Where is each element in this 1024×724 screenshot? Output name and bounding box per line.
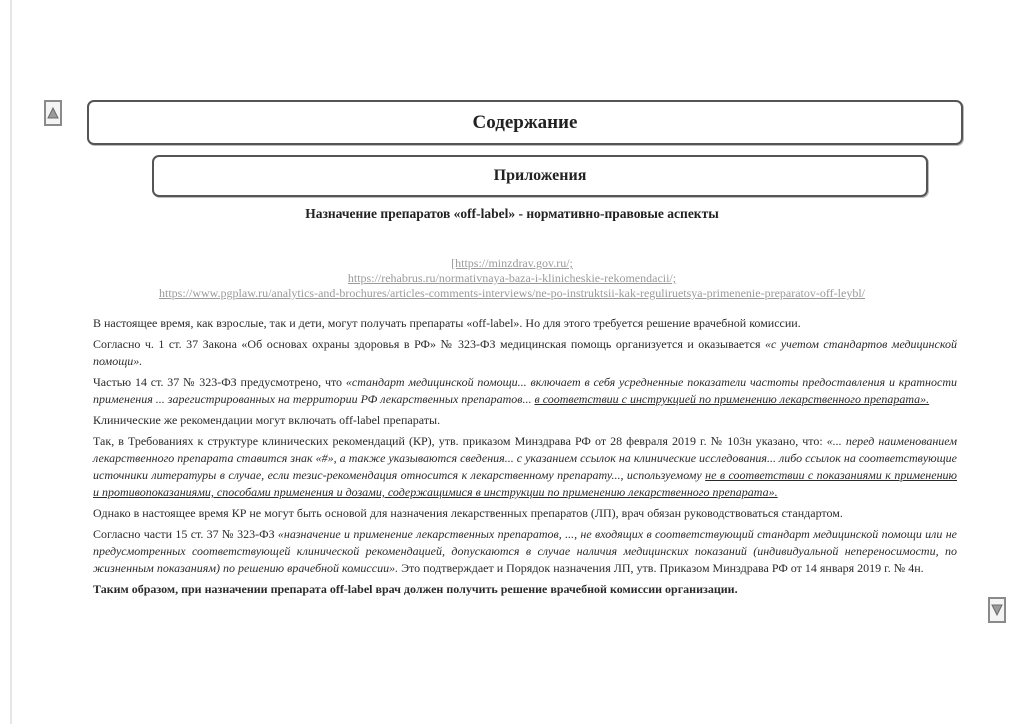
paragraph-8 (93, 581, 957, 598)
conclusion: Таким образом, при назначении препарата off-label врач должен получить решение врачебной комиссии организации. (93, 582, 738, 596)
scroll-up-button[interactable] (44, 100, 62, 126)
page-title: Назначение препаратов «off-label» - нормативно-правовые аспекты (305, 206, 719, 221)
paragraph-6: Однако в настоящее время КР не могут быть основой для назначения лекарственных препаратов (ЛП), врач обязан руководствоваться стандартом. (93, 506, 843, 520)
paragraph-2 (93, 336, 957, 370)
p5-quote-underlined: не в соответствии с показаниями к применению и противопоказаниями, способами применения и дозами, содержащимися в инструкции по применению лекарственного препарата». (93, 468, 957, 499)
p5-text: Так, в Требованиях к структуре клинических рекомендаций (КР), утв. приказом Минздрава РФ от 28 февраля 2019 г. № 103н указано, что: (93, 434, 827, 448)
p7-text: Согласно части 15 ст. 37 № 323-ФЗ (93, 527, 278, 541)
paragraph-7 (93, 526, 957, 577)
p3-quote-underlined: в соответствии с инструкцией по применению лекарственного препарата». (534, 392, 930, 406)
paragraph-3 (93, 374, 957, 408)
scroll-down-button[interactable] (988, 597, 1006, 623)
document-body (93, 315, 957, 602)
p7-tail: Это подтверждает и Порядок назначения ЛП, утв. Приказом Минздрава РФ от 14 января 2019 г. № 4н. (398, 561, 924, 575)
contents-label: Содержание (472, 111, 578, 133)
p5-quote: «... перед наименованием лекарственного препарата ставится знак «#», а также указываются сведения... с указанием ссылок на клинические исследования... либо ссылок на соответствующие источники литературы в случае, если тезис-рекомендация относится к лекарственному препарату..., используемому (93, 434, 957, 482)
paragraph-5 (93, 433, 957, 501)
triangle-down-icon (991, 604, 1003, 616)
p7-quote: «назначение и применение лекарственных препаратов, ..., не входящих в соответствующий стандарт медицинской помощи или не предусмотренных соответствующей клинической рекомендацией, допускаются в случае наличия медицинских показаний (индивидуальной непереносимости, по жизненным показаниям) по решению врачебной комиссии». (93, 527, 958, 575)
link-minzdrav[interactable]: [https://minzdrav.gov.ru/; (451, 256, 573, 270)
p2-quote: «с учетом стандартов медицинской помощи». (93, 337, 957, 368)
p3-text: Частью 14 ст. 37 № 323-ФЗ предусмотрено, что (93, 375, 346, 389)
p2-text: Согласно ч. 1 ст. 37 Закона «Об основах охраны здоровья в РФ» № 323-ФЗ медицинская помощь организуется и оказывается (93, 337, 765, 351)
contents-button[interactable] (87, 100, 963, 145)
source-links (0, 256, 1024, 301)
p3-quote: «стандарт медицинской помощи... включает в себя усредненные показатели частоты предоставления и кратности применения ... зарегистрированных на территории РФ лекарственных препаратов... (93, 375, 957, 406)
appendix-label: Приложения (493, 167, 587, 184)
link-rehabrus[interactable]: https://rehabrus.ru/normativnaya-baza-i-klinicheskie-rekomendacii/; (347, 271, 677, 285)
paragraph-1: В настоящее время, как взрослые, так и дети, могут получать препараты «off-label». Но для этого требуется решение врачебной комиссии. (93, 316, 801, 330)
appendix-button[interactable] (152, 155, 928, 197)
link-pgplaw[interactable]: https://www.pgplaw.ru/analytics-and-brochures/articles-comments-interviews/ne-po-instruktsii-kak-reguliruetsya-primenenie-preparatov-off-leybl/ (159, 286, 865, 300)
paragraph-4: Клинические же рекомендации могут включать off-label препараты. (93, 413, 441, 427)
page-edge (10, 0, 12, 724)
triangle-up-icon (47, 107, 59, 119)
